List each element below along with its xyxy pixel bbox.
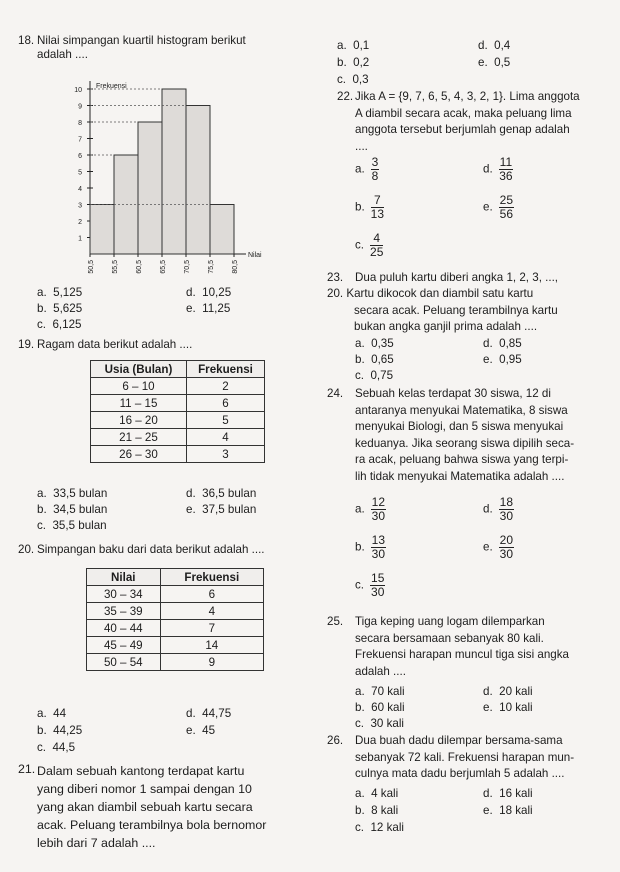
q18-text-line1: Nilai simpangan kuartil histogram berikut <box>37 34 246 47</box>
table-row: 50 – 54 9 <box>87 654 264 671</box>
q18-option-e[interactable]: e. 11,25 <box>186 302 231 315</box>
q23-option-a[interactable]: a. 0,35 <box>355 337 394 350</box>
q23-option-c[interactable]: c. 0,75 <box>355 369 394 382</box>
q20-table <box>86 568 264 671</box>
table-row: 40 – 44 7 <box>87 620 264 637</box>
q26-option-a[interactable]: a. 4 kali <box>355 787 399 800</box>
q20-option-b[interactable]: b. 44,25 <box>37 724 83 737</box>
q18-option-c[interactable]: c. 6,125 <box>37 318 82 331</box>
q24-option-c[interactable]: c. $\frac{15}{30}$ <box>355 571 385 599</box>
y-tick-label: 5 <box>78 169 82 177</box>
q26-option-c[interactable]: c. 12 kali <box>355 821 404 834</box>
q25-option-c[interactable]: c. 30 kali <box>355 717 404 730</box>
q19-number: 19. <box>18 338 35 351</box>
q24-number: 24. <box>327 387 344 400</box>
q26-option-d[interactable]: d. 16 kali <box>483 787 533 800</box>
q20-text: Simpangan baku dari data berikut adalah .... <box>37 543 265 556</box>
table-row: 6 – 10 2 <box>91 378 265 395</box>
q21-option-d[interactable]: d. 0,4 <box>478 39 511 52</box>
q26-number: 26. <box>327 734 344 747</box>
y-tick-label: 7 <box>78 136 82 144</box>
histogram-bar <box>186 106 210 255</box>
histogram-bar <box>90 205 114 255</box>
q24-option-a[interactable]: a. $\frac{12}{30}$ <box>355 495 386 523</box>
q22-option-b[interactable]: b. $\frac{7}{13}$ <box>355 193 385 221</box>
q20-option-a[interactable]: a. 44 <box>37 707 67 720</box>
q23-text-cont: 20. Kartu dikocok dan diambil satu kartu secara acak. Peluang terambilnya kartu bukan angka ganjil prima adalah .... <box>327 287 558 333</box>
q21-option-a[interactable]: a. 0,1 <box>337 39 370 52</box>
q21-number: 21. <box>18 762 36 776</box>
q25-option-e[interactable]: e. 10 kali <box>483 701 533 714</box>
q25-number: 25. <box>327 615 344 628</box>
q20-option-c[interactable]: c. 44,5 <box>37 741 76 754</box>
q18-option-a[interactable]: a. 5,125 <box>37 286 83 299</box>
q22-option-c[interactable]: c. $\frac{4}{25}$ <box>355 231 384 259</box>
q22-option-e[interactable]: e. $\frac{25}{56}$ <box>483 193 514 221</box>
q20-number: 20. <box>18 543 35 556</box>
x-tick-label: 70,5 <box>184 260 191 274</box>
table-row: 16 – 20 5 <box>91 412 265 429</box>
table-header: Nilai <box>87 569 161 586</box>
q19-table <box>90 360 265 463</box>
q22-text: Jika A = {9, 7, 6, 5, 4, 3, 2, 1}. Lima anggota A diambil secara acak, maka peluang lima anggota tersebut berjumlah genap adalah .... <box>355 90 580 153</box>
q19-option-c[interactable]: c. 35,5 bulan <box>37 519 107 532</box>
q21-option-e[interactable]: e. 0,5 <box>478 56 511 69</box>
q26-option-b[interactable]: b. 8 kali <box>355 804 399 817</box>
q25-option-d[interactable]: d. 20 kali <box>483 685 533 698</box>
y-tick-label: 10 <box>74 87 82 94</box>
q23-option-b[interactable]: b. 0,65 <box>355 353 394 366</box>
q21-option-c[interactable]: c. 0,3 <box>337 73 369 86</box>
q23-option-d[interactable]: d. 0,85 <box>483 337 522 350</box>
x-tick-label: 75,5 <box>208 260 215 274</box>
histogram-bar <box>210 205 234 255</box>
q24-option-b[interactable]: b. $\frac{13}{30}$ <box>355 533 386 561</box>
q22-option-d[interactable]: d. $\frac{11}{36}$ <box>483 155 513 183</box>
q25-option-a[interactable]: a. 70 kali <box>355 685 405 698</box>
q20-option-e[interactable]: e. 45 <box>186 724 216 737</box>
y-tick-label: 8 <box>78 120 82 127</box>
table-row: 21 – 25 4 <box>91 429 265 446</box>
q22-number: 22. <box>337 90 354 103</box>
table-header: Frekuensi <box>160 569 263 586</box>
q21-text: Dalam sebuah kantong terdapat kartu yang diberi nomor 1 sampai dengan 10 yang akan diambil sebuah kartu secara acak. Peluang terambilnya bola bernomor lebih dari 7 adalah .... <box>37 764 267 850</box>
histogram-bar <box>138 122 162 254</box>
q18-number: 18. <box>18 34 35 47</box>
q19-option-a[interactable]: a. 33,5 bulan <box>37 487 108 500</box>
q24-text: Sebuah kelas terdapat 30 siswa, 12 di antaranya menyukai Matematika, 8 siswa menyukai Biologi, dan 5 siswa menyukai keduanya. Jika seorang siswa dipilih seca- ra acak, peluang bahwa siswa yang terpi- lih tidak menyukai Matematika adalah .... <box>355 387 575 483</box>
x-tick-label: 80,5 <box>232 260 239 274</box>
table-row: 45 – 49 14 <box>87 637 264 654</box>
x-axis-label: Nilai <box>248 252 262 259</box>
table-header: Frekuensi <box>186 361 264 378</box>
q19-option-b[interactable]: b. 34,5 bulan <box>37 503 108 516</box>
q26-option-e[interactable]: e. 18 kali <box>483 804 533 817</box>
histogram-bar <box>162 89 186 254</box>
x-tick-label: 65,5 <box>160 260 167 274</box>
table-row: 11 – 15 6 <box>91 395 265 412</box>
q22-option-a[interactable]: a. $\frac{3}{8}$ <box>355 155 379 183</box>
q18-option-b[interactable]: b. 5,625 <box>37 302 83 315</box>
x-tick-label: 55,5 <box>112 260 119 274</box>
histogram-chart <box>60 62 275 287</box>
y-tick-label: 2 <box>78 219 82 226</box>
q18-option-d[interactable]: d. 10,25 <box>186 286 232 299</box>
table-row: 26 – 30 3 <box>91 446 265 463</box>
table-row: 35 – 39 4 <box>87 603 264 620</box>
q23-option-e[interactable]: e. 0,95 <box>483 353 522 366</box>
x-tick-label: 50,5 <box>88 260 95 274</box>
x-tick-label: 60,5 <box>136 260 143 274</box>
y-tick-label: 1 <box>78 235 82 243</box>
y-axis-label: Frekuensi <box>96 83 127 90</box>
y-tick-label: 4 <box>78 186 82 193</box>
q24-option-e[interactable]: e. $\frac{20}{30}$ <box>483 533 514 561</box>
q21-option-b[interactable]: b. 0,2 <box>337 56 370 69</box>
y-tick-label: 6 <box>78 153 82 160</box>
y-tick-label: 3 <box>78 202 82 210</box>
q24-option-d[interactable]: d. $\frac{18}{30}$ <box>483 495 514 523</box>
y-tick-label: 9 <box>78 103 82 111</box>
q19-option-e[interactable]: e. 37,5 bulan <box>186 503 257 516</box>
q18-text-line2: adalah .... <box>37 48 88 61</box>
table-header: Usia (Bulan) <box>91 361 187 378</box>
q20-option-d[interactable]: d. 44,75 <box>186 707 232 720</box>
q23-number: 23. <box>327 271 344 284</box>
table-row: 30 – 34 6 <box>87 586 264 603</box>
q19-option-d[interactable]: d. 36,5 bulan <box>186 487 257 500</box>
q25-option-b[interactable]: b. 60 kali <box>355 701 405 714</box>
q26-text: Dua buah dadu dilempar bersama-sama sebanyak 72 kali. Frekuensi harapan mun- culnya mata dadu berjumlah 5 adalah .... <box>355 734 575 780</box>
q23-text-line1: Dua puluh kartu diberi angka 1, 2, 3, ..., <box>355 271 559 284</box>
q19-text: Ragam data berikut adalah .... <box>37 338 193 351</box>
q25-text: Tiga keping uang logam dilemparkan secara bersamaan sebanyak 80 kali. Frekuensi harapan muncul tiga sisi angka adalah .... <box>355 615 569 678</box>
